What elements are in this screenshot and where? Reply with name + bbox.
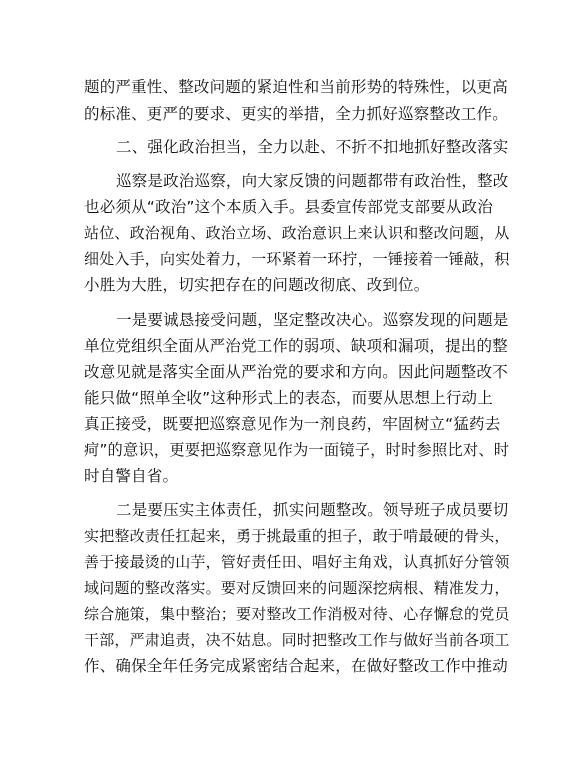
- point-two-line-2: 实把整改责任扛起来，勇于挑最重的担子，敢于啃最硬的骨头，: [84, 527, 510, 545]
- point-two-line-1: 二是要压实主体责任，抓实问题整改。领导班子成员要切: [116, 501, 509, 519]
- point-two-line-5: 综合施策，集中整治；要对整改工作消极对待、心存懈怠的党员: [84, 605, 510, 623]
- political-inspection-line-5: 小胜为大胜，切实把存在的问题改彻底、改到位。: [84, 276, 430, 294]
- point-one-line-7: 时自警自省。: [84, 467, 179, 485]
- point-one-line-4: 能只做“照单全收”这种形式上的表态，而要从思想上行动上: [84, 389, 493, 407]
- political-inspection-line-2: 也必须从“政治”这个本质入手。县委宣传部党支部要从政治: [84, 198, 493, 216]
- point-two-line-6: 干部，严肃追责，决不姑息。同时把整改工作与做好当前各项工: [84, 631, 510, 649]
- point-one-line-1: 一是要诚恳接受问题，坚定整改决心。巡察发现的问题是: [116, 311, 509, 329]
- point-two-line-3: 善于接最烫的山芋，管好责任田、唱好主角戏，认真抓好分管领: [84, 553, 510, 571]
- point-one-line-2: 单位党组织全面从严治党工作的弱项、缺项和漏项，提出的整: [84, 337, 508, 355]
- political-inspection-line-4: 细处入手，向实处着力，一环紧着一环拧，一锤接着一锤敲，积: [84, 250, 510, 268]
- point-two-line-4: 域问题的整改落实。要对反馈回来的问题深挖病根、精准发力，: [84, 579, 510, 597]
- point-one-line-6: 疴”的意识，更要把巡察意见作为一面镜子，时时参照比对、时: [84, 441, 510, 459]
- intro-line-1: 题的严重性、整改问题的紧迫性和当前形势的特殊性，以更高: [84, 78, 508, 96]
- point-two-line-7: 作、确保全年任务完成紧密结合起来，在做好整改工作中推动: [84, 657, 508, 675]
- political-inspection-line-3: 站位、政治视角、政治立场、政治意识上来认识和整改问题，从: [84, 224, 510, 242]
- political-inspection-line-1: 巡察是政治巡察，向大家反馈的问题都带有政治性，整改: [116, 172, 509, 190]
- intro-line-2: 的标准、更严的要求、更实的举措，全力抓好巡察整改工作。: [84, 105, 508, 123]
- point-one-line-3: 改意见就是落实全面从严治党的要求和方向。因此问题整改不: [84, 363, 508, 381]
- point-one-line-5: 真正接受，既要把巡察意见作为一剂良药，牢固树立“猛药去: [84, 415, 501, 433]
- section-heading: 二、强化政治担当，全力以赴、不折不扣地抓好整改落实: [116, 138, 509, 156]
